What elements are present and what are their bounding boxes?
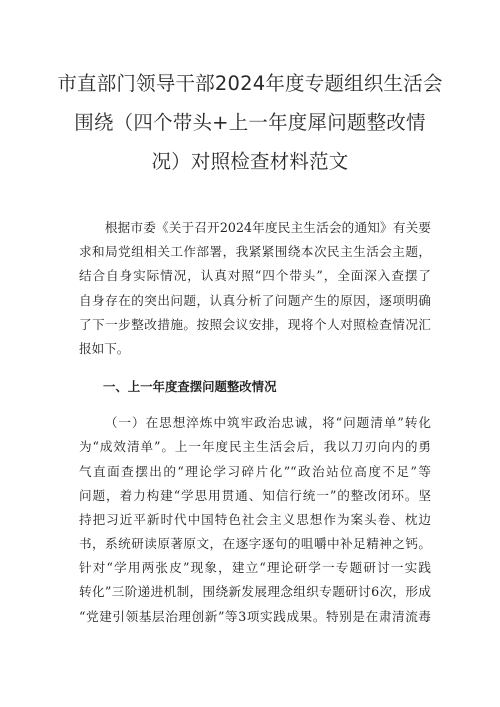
title-line-2: 围绕（四个带头+上一年度犀问题整改情	[74, 111, 426, 134]
section-line: 书，系统研读原著原文，在逐字逐句的咀嚼中补足精神之钙。	[79, 536, 431, 552]
section-line: 问题，着力构建“学思用贯通、知信行统一”的整改闭环。坚	[79, 487, 431, 503]
intro-line: 结合自身实际情况，认真对照“四个带头”，全面深入查摆了	[79, 268, 431, 284]
document-title	[40, 64, 460, 181]
intro-line: 报如下。	[79, 340, 130, 356]
title-line-3: 况）对照检查材料范文	[151, 150, 349, 173]
section-line: 转化”三阶递进机制，围绕新发展理念组织专题研讨6次，形成	[79, 584, 431, 600]
section-line: 气直面查摆出的“理论学习碎片化”“政治站位高度不足”等	[79, 463, 431, 479]
intro-line: 根据市委《关于召开2024年度民主生活会的通知》有关要	[104, 220, 431, 235]
title-line-1: 市直部门领导干部2024年度专题组织生活会	[57, 72, 443, 95]
section-paragraph	[79, 411, 431, 629]
intro-paragraph	[79, 216, 431, 361]
section-line: 为“成效清单”。上一年度民主生活会后，我以刀刃向内的勇	[79, 439, 431, 455]
section-heading: 一、上一年度查摆问题整改情况	[103, 379, 277, 395]
section-line: （一）在思想淬炼中筑牢政治忠诚，将“问题清单”转化	[104, 415, 431, 431]
intro-line: 自身存在的突出问题，认真分析了问题产生的原因，逐项明确	[79, 292, 431, 308]
document-body	[79, 216, 431, 629]
intro-line: 求和局党组相关工作部署，我紧紧围绕本次民主生活会主题，	[79, 244, 431, 260]
section-line: 持把习近平新时代中国特色社会主义思想作为案头卷、枕边	[79, 511, 431, 527]
section-line: “党建引领基层治理创新”等3项实践成果。特别是在肃清流毒	[79, 608, 431, 624]
intro-line: 了下一步整改措施。按照会议安排，现将个人对照检查情况汇	[79, 316, 431, 332]
section-line: 针对“学用两张皮”现象，建立“理论研学一专题研讨一实践	[79, 560, 431, 576]
